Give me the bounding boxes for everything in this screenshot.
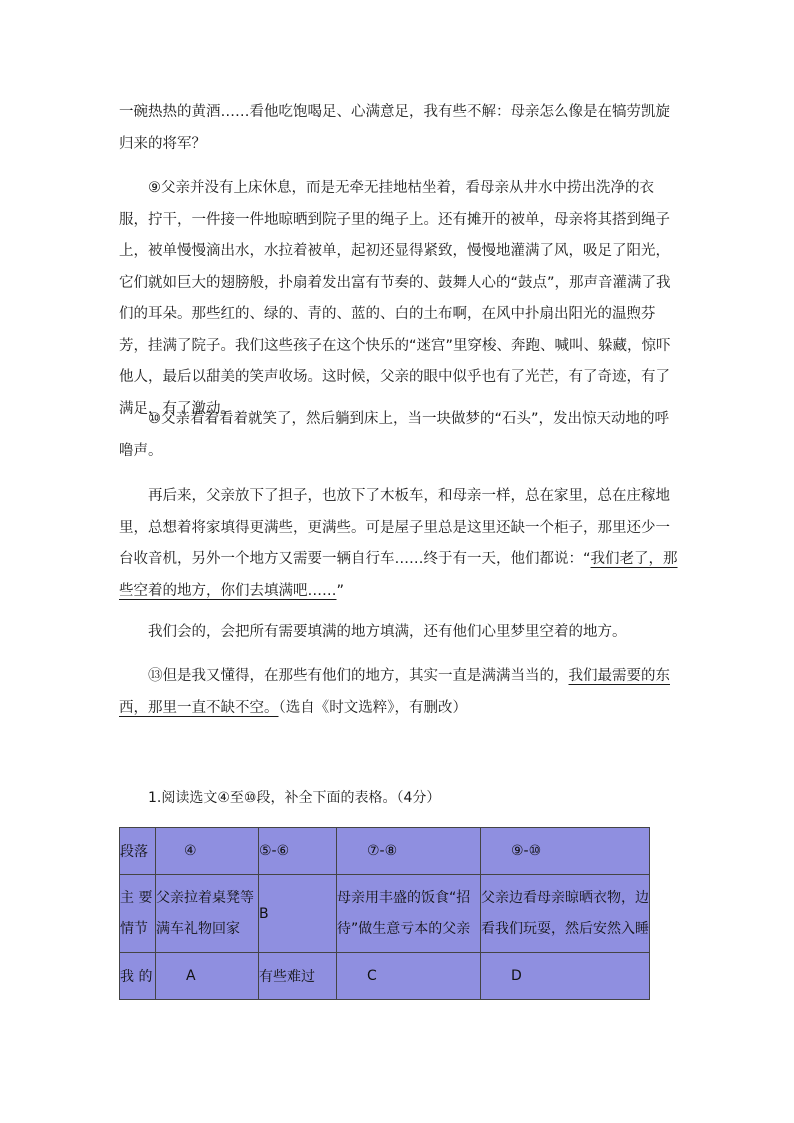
table-cell: C [337,953,481,1000]
table-cell: 我 的 [120,953,156,1000]
table-cell: ⑦-⑧ [337,828,481,875]
table-cell: ⑨-⑩ [481,828,650,875]
paragraph-10: ⑩父亲看着看着就笑了，然后躺到床上，当一块做梦的“石头”，发出惊天动地的呼噜声。 [119,411,670,459]
table-cell: D [481,953,650,1000]
table-cell: 母亲用丰盛的饭食“招待”做生意亏本的父亲 [337,875,481,953]
table-cell: B [259,875,337,953]
paragraph-13 [119,661,679,724]
table-cell: A [156,953,259,1000]
paragraph-12: 我们会的，会把所有需要填满的地方填满，还有他们心里梦里空着的地方。 [148,624,627,640]
paragraph-13-source: （选自《时文选粹》，有删改） [278,699,467,716]
answer-table [119,827,650,1000]
table-row [120,828,650,875]
paragraph-11-underlined: 我们老了，那些空着的地方，你们去填满吧…… [119,551,678,599]
table-cell: ⑤-⑥ [259,828,337,875]
table-cell: 主 要情节 [120,875,156,953]
paragraph-13-underlined: 我们最需要的东西，那里一直不缺不空。 [119,668,670,716]
table-cell: ④ [156,828,259,875]
table-cell: 段落 [120,828,156,875]
question-1: 1.阅读选文④至⑩段，补全下面的表格。（4分） [148,790,441,806]
paragraph-11-close: ” [336,582,345,599]
table-row [120,875,650,953]
table-cell: 父亲拉着桌凳等满车礼物回家 [156,875,259,953]
table-cell: 有些难过 [259,953,337,1000]
paragraph-11-text: 再后来，父亲放下了担子，也放下了木板车，和母亲一样，总在家里，总在庄稼地里，总想着将家填得更满些，更满些。可是屋子里总是这里还缺一个柜子，那里还少一台收音机，另外一个地方又需要一辆自行车……终于有一天，他们都说：“ [119,488,670,567]
paragraph-13-text: ⑬但是我又懂得，在那些有他们的地方，其实一直是满满当当的， [148,668,569,684]
table-cell: 父亲边看母亲晾晒衣物，边看我们玩耍，然后安然入睡 [481,875,650,953]
paragraph-continued: 一碗热热的黄酒……看他吃饱喝足、心满意足，我有些不解：母亲怎么像是在犒劳凯旋归来的将军？ [119,104,670,152]
paragraph-9: ⑨父亲并没有上床休息，而是无牵无挂地枯坐着，看母亲从井水中捞出洗净的衣服，拧干，一件接一件地晾晒到院子里的绳子上。还有摊开的被单，母亲将其搭到绳子上，被单慢慢滴出水，水拉着被单，起初还显得紧致，慢慢地灌满了风，吸足了阳光，它们就如巨大的翅膀般，扑扇着发出富有节奏的、鼓舞人心的“鼓点”，那声音灌满了我们的耳朵。那些红的、绿的、青的、蓝的、白的土布啊，在风中扑扇出阳光的温煦芬芳，挂满了院子。我们这些孩子在这个快乐的“迷宫”里穿梭、奔跑、喊叫、躲藏，惊吓他人，最后以甜美的笑声收场。这时候，父亲的眼中似乎也有了光芒，有了奇迹，有了满足，有了激动。 [119,180,671,417]
table-row [120,953,650,1000]
paragraph-11 [119,481,679,607]
